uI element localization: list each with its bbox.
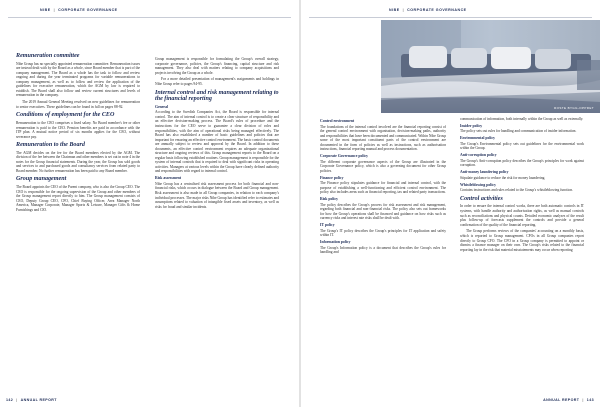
section-title: Internal control and risk management relating to the financial reporting [155,89,279,103]
paragraph: The policy describes the Group's process for risk assessment and risk management, regarding both financial and non-financial risks. The policy also sets out frameworks for how the Group's operations shall be financed and guidance on how risks such as currency risks and interest rate risks shall be dealt with. [320,202,446,221]
page-number: 143 [586,398,594,402]
section-name: CORPORATE GOVERNANCE [58,8,118,12]
paragraph: The Group performs reviews of the companies' accounting on a monthly basis, which is reported to Group management. CFOs in all Group companies report directly to Group CFO. The CFO in a Group company is permitted to appoint or dismiss a finance manager on their own. The Group's risks related to the financial reporting lay in the risk that material misstatements may occur when reporting [460,229,584,252]
section-title: Remuneration to the Board [16,142,85,149]
section-title: Group management [16,176,67,183]
right-column-2 [460,117,584,254]
paragraph: The foundations of the internal control involved are the financial reporting consist of the general control environment with organisation, decision-making paths, authority and responsibilities that have been documented and communicated. Within Nibe Group some of the most important constituent parts of the control environment are documented in the form of policies as well as instructions, such as authorisation instructions, financial reporting manual and process documentation. [320,124,446,152]
paragraph: The Group's Anti-corruption policy describes the Group's principles for work against corruption. [460,158,584,168]
paragraph: Stipulate guidance to reduce the risk for money laundering. [460,175,546,180]
paragraph: The different corporate governance aspects of the Group are illustrated in the Corporate Governance policy, which is also a governing document for other Group policies. [320,159,446,173]
footer-label: ANNUAL REPORT [20,398,57,402]
paragraph: The policy sets out rules for handling and communication of insider information. [460,129,577,134]
subsection-title: Information policy [320,240,351,245]
page-number: 142 [6,398,14,402]
paragraph: The Group's Environmental policy sets out guidelines for the environmental work within the Group. [460,141,584,151]
header-separator: | [53,8,56,12]
section-title: Control activities [460,195,503,202]
header-rule [309,17,592,18]
footer-separator: | [582,398,584,402]
subsection-title: Control environment [320,119,355,123]
paragraph: The Board appoints the CEO of the Parent company, who is also the Group CEO. The CEO is responsible for the ongoing supervision of the Group and other members of the Group management report directly to him. The Group management consists of CEO, Deputy Group CEO, CFO, Chief Buying Officer, Area Manager North America, Manager Corporate, Manager Sports & Leisure, Manager Gifts & Home Furnishings and CIO. [16,185,140,212]
right-page [301,0,600,407]
subsection-title: Whistleblowing policy [460,182,496,187]
paragraph: The AGM decides on the fee for the Board members elected by the AGM. The division of the fee between the Chairman and other members is set out in note 4 in the notes for the Group financial statements. During the year, the Group has sold goods and services to and purchased goods and consultancy services from related party to Board member. No further remuneration has been paid to any Board member. [16,150,140,173]
bedroom-photo [381,20,600,113]
subsection-title: Anti-money laundering policy [460,170,509,175]
section-title: Conditions of employment for the CEO [16,112,115,119]
subsection-title: General [155,104,169,109]
paragraph: The Finance policy stipulates guidance for financial and internal control, with the purpose of establishing a well-functioning and efficient control environment. The policy also includes areas such as financial reporting, tax and related party transactions. [320,181,446,195]
paragraph: According to the Swedish Companies Act, the Board is responsible for internal control. The aim of internal control is to create a clear structure of responsibility and an effective decision-making process. The Board's rules of procedure and the instructions for the CEO serve to guarantee a clear division of roles and responsibilities, with the aim of operational risks being managed effectively. The Board has also established a number of basic guidelines and policies that are important for ensuring an effective control environment. The basic control documents are annually subject to review and approval by the Board. In addition to these documents, an effective control environment requires an adequate organizational structure and ongoing reviews of this. Group management reports to the Board on a regular basis following established routines. Group management is responsible for the system of internal controls that is required to deal with significant risks in operating activities. Managers at various levels within the Group have clearly defined authority and responsibilities with regard to internal control. [155,110,279,174]
bedroom-photo-image [381,20,600,113]
page-footer [6,398,57,402]
subsection-title: Corporate Governance policy [320,154,369,159]
brand-name: NIBE [40,8,51,12]
paragraph: Nibe Group has a centralised risk assessment process for both financial and non-financial risks, which occurs in dialogue between the Board and Group management. Risk assessment is also made in all Group companies, in relation to each company's individual processes. The major risks Nibe Group has identified refer to estimates and assumptions related to valuation of intangible fixed assets and inventory, as well as risks for fraud and similar incidents. [155,181,279,209]
subsection-title: Anti-corruption policy [460,153,497,158]
section-title: Remuneration committee [16,53,80,59]
paragraph: Contains instructions and rules related to the Group's whistleblowing function. [460,188,574,193]
footer-label: ANNUAL REPORT [543,398,580,402]
photo-credit: ROSTE BYGG-OPPRET [554,106,594,110]
paragraph: In order to ensure the internal control works, there are both automatic controls in IT systems, with handle authority and authorisation rights, as well as manual controls such as reconciliations and physical counts. Detailed economic analyses of the result plus follow-up of forecasts supplement the controls and provide a general confirmation of the quality of the financial reporting. [460,204,584,227]
footer-separator: | [16,398,18,402]
left-column-2 [155,57,279,211]
page-header [389,8,467,12]
page-footer [543,398,594,402]
subsection-title: Risk assessment [155,176,182,181]
subsection-title: Risk policy [320,197,339,202]
left-column-1 [16,50,140,215]
paragraph: The 2019 Annual General Meeting resolved on new guidelines for remuneration to senior executives. These guidelines can be found in full on pages 88-92. [16,100,140,109]
paragraph: Group management is responsible for formulating the Group's overall strategy, corporate governance, policies, the Group's financing, capital structure and risk management. They also deal with matters relating to company acquisitions and projects involving the Group as a whole. [155,57,279,75]
page-header [40,8,118,12]
left-page [0,0,299,407]
header-separator: | [402,8,405,12]
section-name: CORPORATE GOVERNANCE [407,8,467,12]
paragraph: Remuneration to the CEO comprises a fixed salary. No Board member's fee or other remuneration is paid to the CEO. Pension benefits are paid in accordance with the ITP plan. A mutual notice period of six months applies for the CEO, without severance pay. [16,120,140,139]
paragraph: The Group's IT policy describes the Group's principles for IT application and safety within IT. [320,228,446,238]
subsection-title: Finance policy [320,175,344,180]
subsection-title: IT policy [320,223,335,228]
subsection-title: Environmental policy [460,136,496,141]
paragraph: Nibe Group has no specially appointed remuneration committee. Remuneration issues are instead dealt with by the Board as a whole, since Board member that is part of the company management. The Board as a whole has the task to follow and review ongoing and during the year terminated programs for variable remunerations to company management, as well as to follow and review the application of the guidelines for executive remuneration, which the AGM by law is required to establish. The Board shall also follow and review current structures and levels of remuneration in the company. [16,61,140,98]
paragraph: The Group's Information policy is a document that describes the Group's rules for handling and [320,245,446,255]
paragraph: communication of information, both internally within the Group as well as externally. [460,117,584,121]
header-rule [8,17,291,18]
paragraph: For a more detailed presentation of management's assignments and holdings in Nibe Group refer to pages 94-95. [155,77,279,87]
right-column-1 [320,117,446,257]
subsection-title: Insider policy [460,123,483,128]
brand-name: NIBE [389,8,400,12]
